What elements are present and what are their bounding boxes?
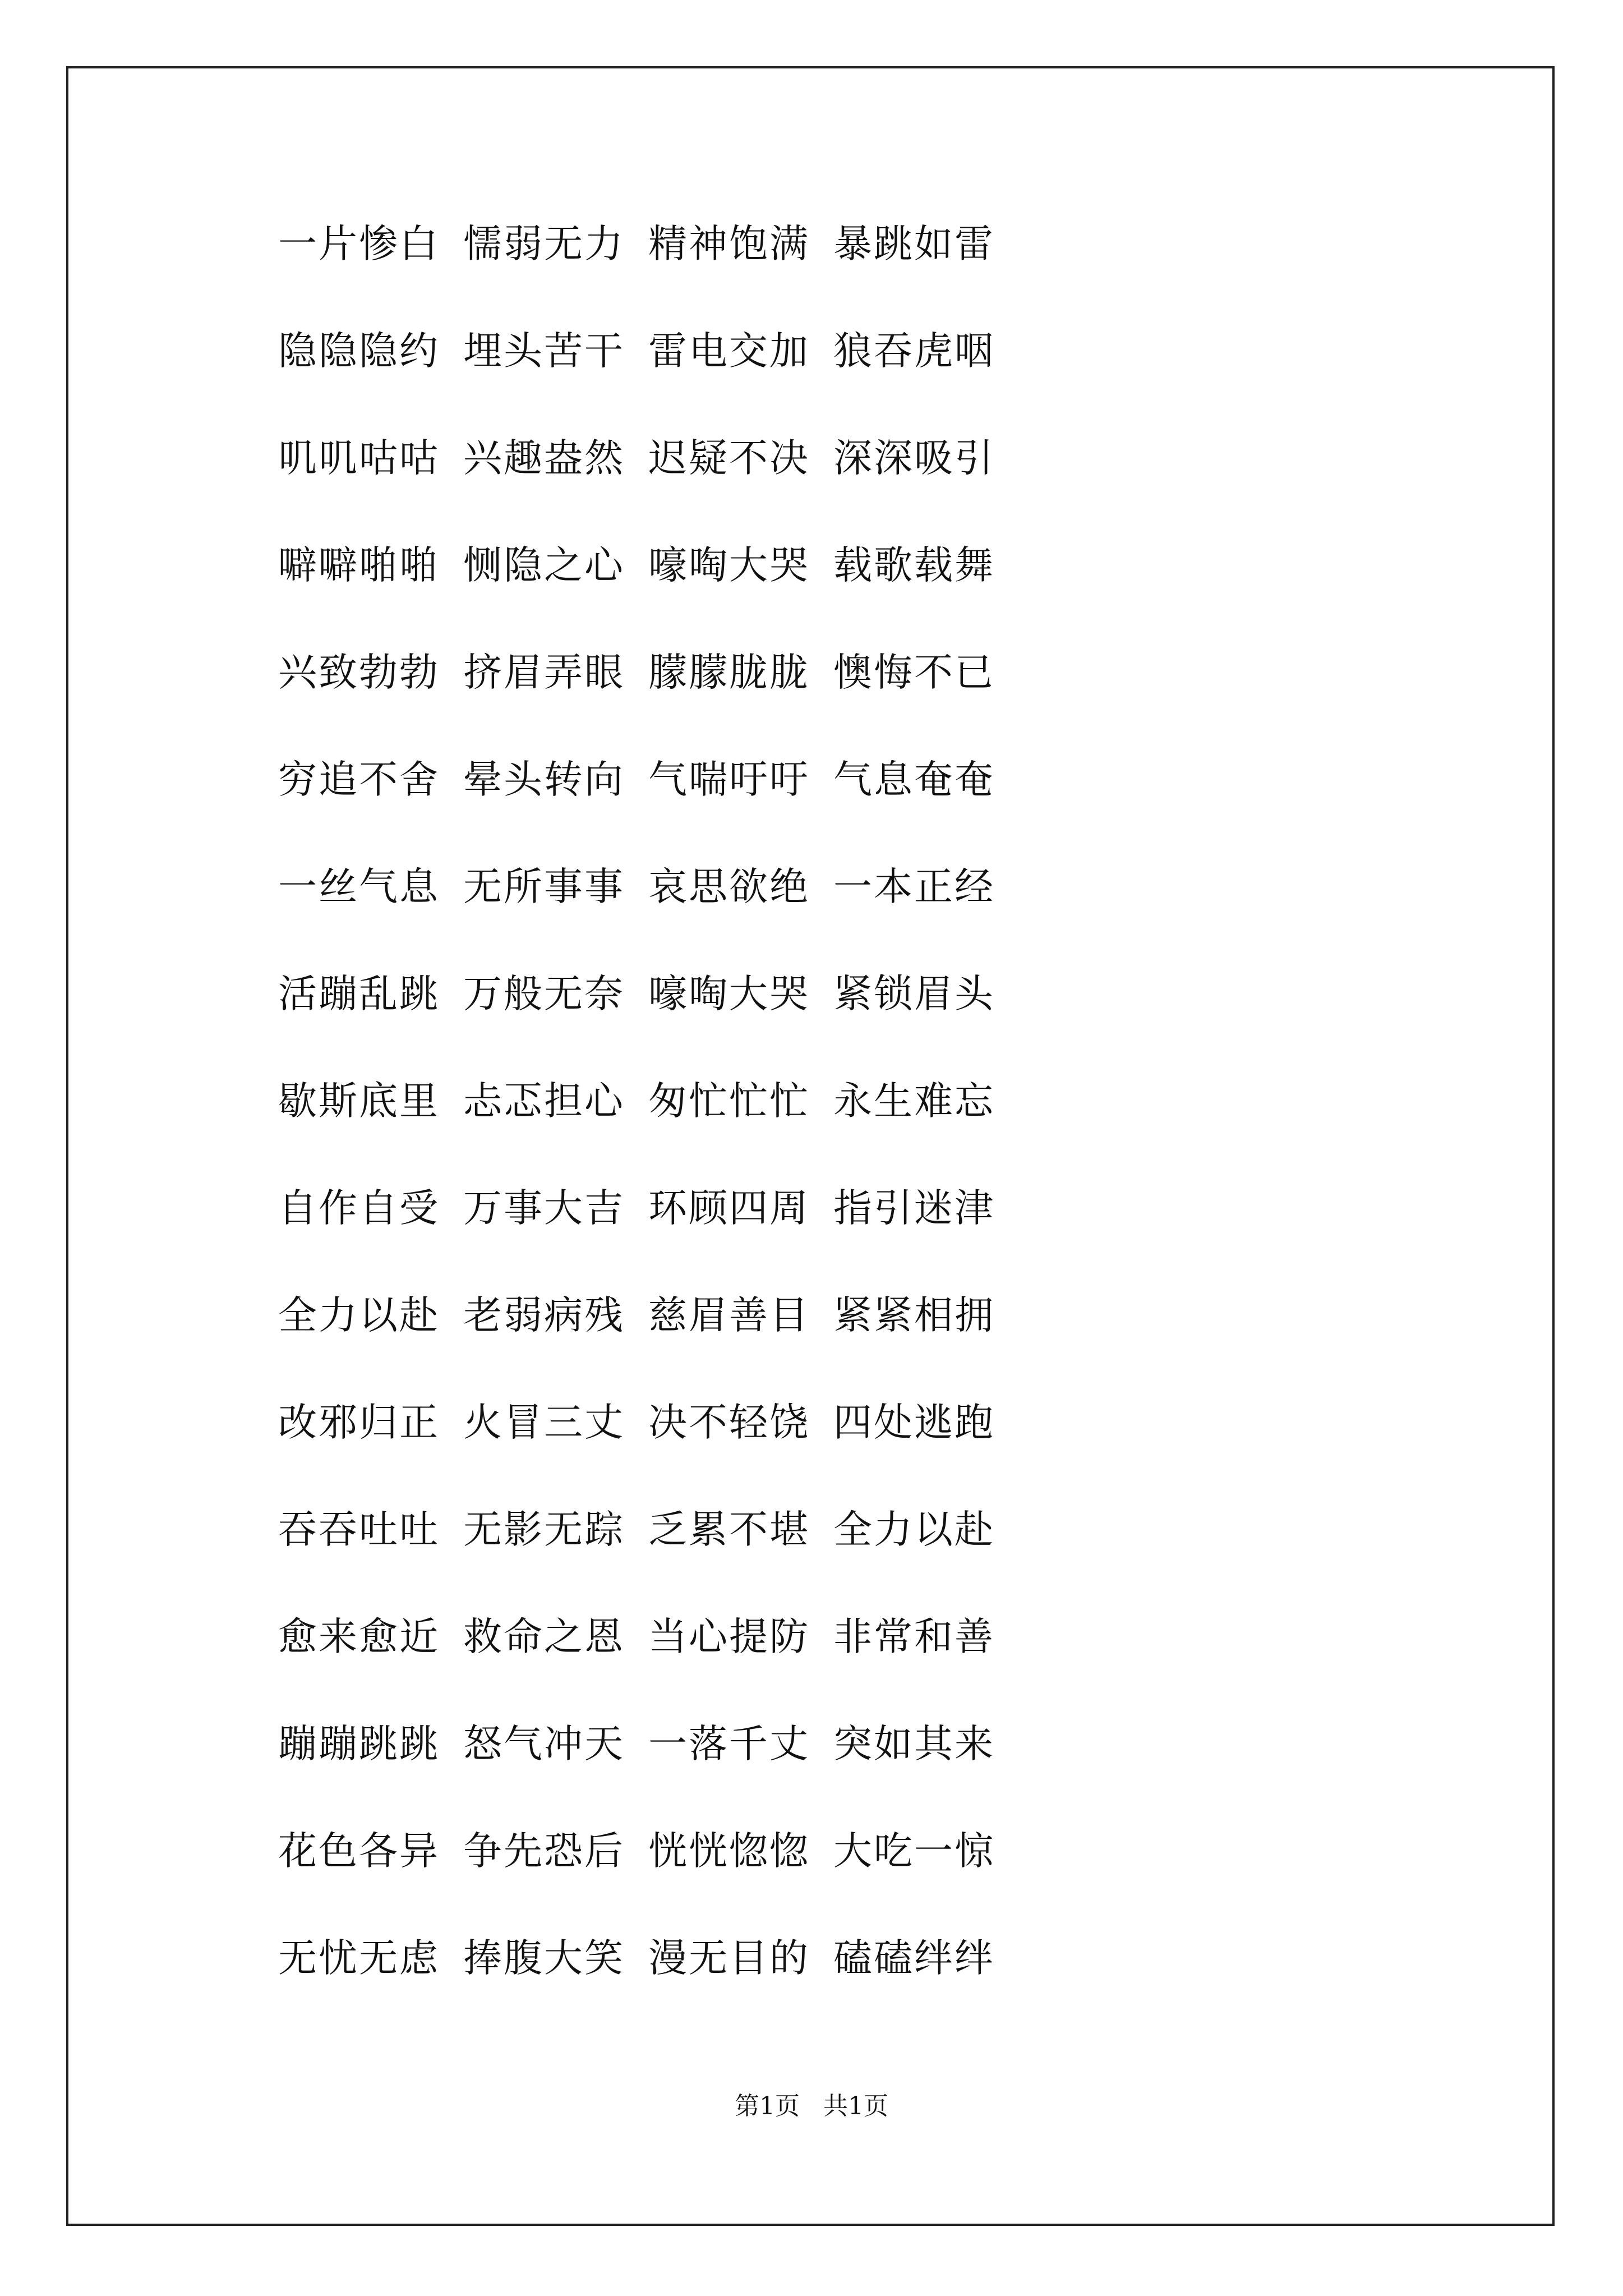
phrase: 大吃一惊 [833,1829,995,1874]
phrase: 一本正经 [833,864,995,909]
phrase: 慈眉善目 [648,1293,810,1338]
phrase: 争先恐后 [463,1829,625,1874]
phrase: 蹦蹦跳跳 [278,1722,440,1766]
phrase: 懊悔不已 [833,650,995,695]
phrase: 恍恍惚惚 [648,1829,810,1874]
phrase: 全力以赴 [833,1507,995,1552]
phrase: 雷电交加 [648,329,810,374]
phrase: 永生难忘 [833,1079,995,1124]
phrase-row [278,1716,1344,1823]
phrase: 救命之恩 [463,1614,625,1659]
phrase: 挤眉弄眼 [463,650,625,695]
phrase: 狼吞虎咽 [833,329,995,374]
phrase-row [278,1609,1344,1716]
phrase: 紧锁眉头 [833,972,995,1016]
phrase: 乏累不堪 [648,1507,810,1552]
phrase: 愈来愈近 [278,1614,440,1659]
phrase: 埋头苦干 [463,329,625,374]
phrase: 匆忙忙忙 [648,1079,810,1124]
phrase-row [278,1180,1344,1287]
phrase: 老弱病残 [463,1293,625,1338]
phrase-row [278,1287,1344,1395]
phrase-row [278,752,1344,859]
phrase: 气息奄奄 [833,757,995,802]
phrase: 嚎啕大哭 [648,543,810,588]
phrase: 万般无奈 [463,972,625,1016]
phrase: 迟疑不决 [648,436,810,481]
phrase: 决不轻饶 [648,1400,810,1445]
phrase: 一丝气息 [278,864,440,909]
phrase: 嚎啕大哭 [648,972,810,1016]
phrase: 暴跳如雷 [833,222,995,266]
phrase: 深深吸引 [833,436,995,481]
phrase: 环顾四周 [648,1186,810,1231]
phrase: 恻隐之心 [463,543,625,588]
phrase: 非常和善 [833,1614,995,1659]
phrase: 懦弱无力 [463,222,625,266]
phrase: 怒气冲天 [463,1722,625,1766]
phrase: 四处逃跑 [833,1400,995,1445]
phrase-row [278,1502,1344,1609]
phrase-list [278,216,1344,2037]
phrase: 歇斯底里 [278,1079,440,1124]
phrase: 磕磕绊绊 [833,1936,995,1981]
phrase-row [278,1823,1344,1930]
phrase: 改邪归正 [278,1400,440,1445]
phrase-row [278,430,1344,537]
phrase-row [278,645,1344,752]
phrase: 无影无踪 [463,1507,625,1552]
phrase: 噼噼啪啪 [278,543,440,588]
phrase: 捧腹大笑 [463,1936,625,1981]
phrase-row [278,1930,1344,2037]
phrase: 穷追不舍 [278,757,440,802]
phrase: 哀思欲绝 [648,864,810,909]
phrase: 万事大吉 [463,1186,625,1231]
phrase: 一片惨白 [278,222,440,266]
phrase-row [278,1395,1344,1502]
page-number-footer: 第1页 共1页 [735,2092,888,2120]
phrase: 活蹦乱跳 [278,972,440,1016]
phrase-row [278,1073,1344,1180]
phrase: 花色各异 [278,1829,440,1874]
phrase-row [278,859,1344,966]
phrase: 突如其来 [833,1722,995,1766]
phrase: 载歌载舞 [833,543,995,588]
phrase: 精神饱满 [648,222,810,266]
phrase: 指引迷津 [833,1186,995,1231]
phrase: 叽叽咕咕 [278,436,440,481]
phrase-row [278,537,1344,645]
phrase: 兴趣盎然 [463,436,625,481]
phrase: 忐忑担心 [463,1079,625,1124]
phrase: 隐隐隐约 [278,329,440,374]
phrase: 全力以赴 [278,1293,440,1338]
phrase: 当心提防 [648,1614,810,1659]
phrase: 气喘吁吁 [648,757,810,802]
phrase: 晕头转向 [463,757,625,802]
phrase: 无忧无虑 [278,1936,440,1981]
phrase: 无所事事 [463,864,625,909]
phrase: 兴致勃勃 [278,650,440,695]
phrase-row [278,323,1344,430]
phrase: 朦朦胧胧 [648,650,810,695]
phrase-row [278,216,1344,323]
phrase: 吞吞吐吐 [278,1507,440,1552]
phrase: 漫无目的 [648,1936,810,1981]
phrase: 紧紧相拥 [833,1293,995,1338]
phrase: 一落千丈 [648,1722,810,1766]
phrase: 自作自受 [278,1186,440,1231]
phrase-row [278,966,1344,1073]
phrase: 火冒三丈 [463,1400,625,1445]
